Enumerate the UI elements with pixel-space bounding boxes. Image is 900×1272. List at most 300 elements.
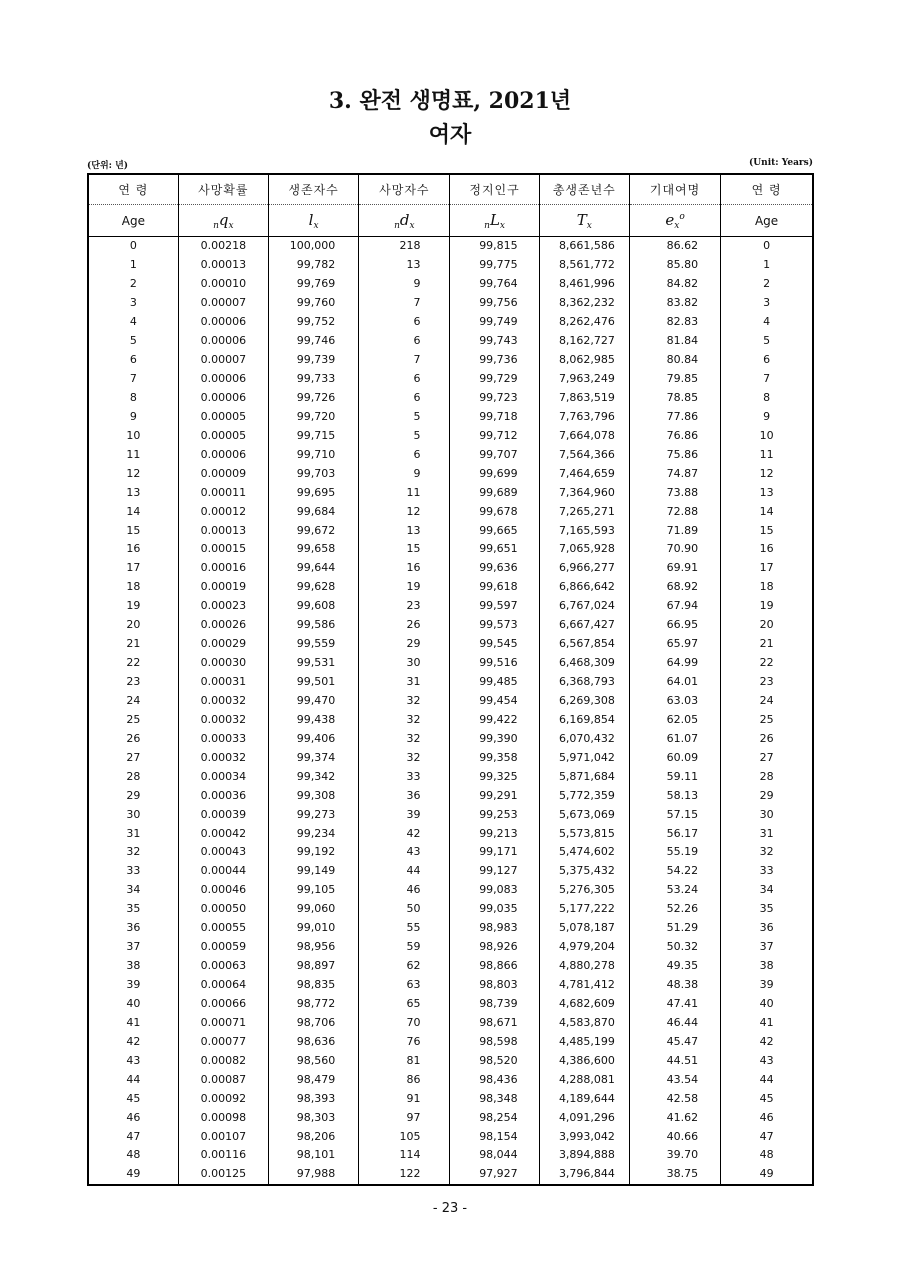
cell-life-expectancy: 86.62	[629, 237, 720, 256]
cell-age: 42	[126, 1034, 141, 1048]
cell-life-expectancy: 43.54	[629, 1070, 720, 1089]
cell-deaths: 26	[359, 616, 450, 635]
table-row	[88, 824, 813, 843]
cell-total-years: 5,375,432	[539, 862, 629, 881]
cell-life-expectancy: 54.22	[629, 862, 720, 881]
cell-age: 41	[126, 1015, 141, 1029]
cell-age: 3	[129, 296, 137, 310]
cell-age-right: 47	[721, 1127, 813, 1146]
cell-stationary-pop: 99,485	[450, 673, 539, 692]
cell-total-years: 6,368,793	[539, 673, 629, 692]
cell-death-prob: 0.00029	[178, 635, 268, 654]
cell-age-right: 45	[721, 1089, 813, 1108]
cell-age: 21	[126, 637, 141, 651]
cell-deaths: 12	[359, 502, 450, 521]
table-row	[88, 710, 813, 729]
cell-age: 22	[126, 656, 141, 670]
cell-age: 17	[126, 561, 141, 575]
cell-death-prob: 0.00005	[178, 426, 268, 445]
cell-survivors: 98,636	[268, 1032, 358, 1051]
cell-life-expectancy: 56.17	[629, 824, 720, 843]
cell-age-right: 26	[721, 729, 813, 748]
cell-survivors: 99,060	[268, 900, 358, 919]
cell-life-expectancy: 67.94	[629, 597, 720, 616]
cell-total-years: 7,664,078	[539, 426, 629, 445]
cell-total-years: 6,866,642	[539, 578, 629, 597]
table-row	[88, 919, 813, 938]
table-row	[88, 351, 813, 370]
cell-age: 9	[129, 409, 137, 423]
cell-survivors: 98,956	[268, 938, 358, 957]
cell-age-right: 15	[721, 521, 813, 540]
cell-age-right: 28	[721, 767, 813, 786]
cell-total-years: 4,189,644	[539, 1089, 629, 1108]
cell-survivors: 98,897	[268, 957, 358, 976]
cell-age-right: 43	[721, 1051, 813, 1070]
cell-life-expectancy: 46.44	[629, 1013, 720, 1032]
cell-deaths: 218	[359, 237, 450, 256]
cell-death-prob: 0.00087	[178, 1070, 268, 1089]
cell-total-years: 5,177,222	[539, 900, 629, 919]
cell-survivors: 99,438	[268, 710, 358, 729]
cell-stationary-pop: 98,348	[450, 1089, 539, 1108]
cell-death-prob: 0.00046	[178, 881, 268, 900]
cell-death-prob: 0.00033	[178, 729, 268, 748]
cell-death-prob: 0.00007	[178, 351, 268, 370]
cell-deaths: 62	[359, 957, 450, 976]
cell-total-years: 7,963,249	[539, 370, 629, 389]
cell-total-years: 4,288,081	[539, 1070, 629, 1089]
table-row	[88, 748, 813, 767]
cell-age-right: 21	[721, 635, 813, 654]
cell-life-expectancy: 50.32	[629, 938, 720, 957]
header-total-years: 총생존년수	[539, 174, 629, 205]
cell-age-right: 34	[721, 881, 813, 900]
table-row	[88, 938, 813, 957]
table-row	[88, 692, 813, 711]
cell-death-prob: 0.00034	[178, 767, 268, 786]
cell-total-years: 6,966,277	[539, 559, 629, 578]
cell-life-expectancy: 42.58	[629, 1089, 720, 1108]
table-row	[88, 957, 813, 976]
cell-age-right: 6	[721, 351, 813, 370]
cell-age: 6	[129, 353, 137, 367]
cell-stationary-pop: 98,671	[450, 1013, 539, 1032]
cell-deaths: 65	[359, 995, 450, 1014]
cell-deaths: 6	[359, 445, 450, 464]
cell-life-expectancy: 55.19	[629, 843, 720, 862]
cell-life-expectancy: 58.13	[629, 786, 720, 805]
cell-stationary-pop: 99,597	[450, 597, 539, 616]
cell-deaths: 16	[359, 559, 450, 578]
cell-survivors: 99,715	[268, 426, 358, 445]
cell-deaths: 32	[359, 748, 450, 767]
cell-age-right: 1	[721, 256, 813, 275]
table-row	[88, 1108, 813, 1127]
table-row	[88, 1032, 813, 1051]
cell-stationary-pop: 99,749	[450, 313, 539, 332]
cell-death-prob: 0.00006	[178, 445, 268, 464]
cell-total-years: 8,362,232	[539, 294, 629, 313]
cell-deaths: 6	[359, 332, 450, 351]
cell-stationary-pop: 99,736	[450, 351, 539, 370]
cell-deaths: 97	[359, 1108, 450, 1127]
cell-stationary-pop: 99,516	[450, 654, 539, 673]
cell-age: 46	[126, 1110, 141, 1124]
cell-death-prob: 0.00006	[178, 370, 268, 389]
cell-age: 8	[129, 390, 137, 404]
cell-death-prob: 0.00116	[178, 1146, 268, 1165]
symbol-nqx: $_nq_x$	[178, 205, 268, 237]
cell-stationary-pop: 98,598	[450, 1032, 539, 1051]
symbol-ex: $e_x^o$	[629, 205, 720, 237]
table-row	[88, 862, 813, 881]
cell-life-expectancy: 69.91	[629, 559, 720, 578]
cell-survivors: 99,149	[268, 862, 358, 881]
cell-age-right: 10	[721, 426, 813, 445]
cell-stationary-pop: 99,291	[450, 786, 539, 805]
cell-stationary-pop: 99,665	[450, 521, 539, 540]
cell-total-years: 8,262,476	[539, 313, 629, 332]
cell-stationary-pop: 98,254	[450, 1108, 539, 1127]
cell-age: 4	[129, 315, 137, 329]
cell-death-prob: 0.00009	[178, 464, 268, 483]
cell-age: 0	[129, 239, 137, 253]
cell-total-years: 6,169,854	[539, 710, 629, 729]
cell-death-prob: 0.00036	[178, 786, 268, 805]
cell-survivors: 100,000	[268, 237, 358, 256]
cell-age: 28	[126, 769, 141, 783]
cell-death-prob: 0.00006	[178, 313, 268, 332]
cell-deaths: 114	[359, 1146, 450, 1165]
cell-life-expectancy: 66.95	[629, 616, 720, 635]
cell-age-right: 13	[721, 483, 813, 502]
cell-survivors: 99,720	[268, 407, 358, 426]
cell-death-prob: 0.00006	[178, 389, 268, 408]
header-death-prob: 사망확률	[178, 174, 268, 205]
cell-stationary-pop: 99,815	[450, 237, 539, 256]
table-row	[88, 370, 813, 389]
cell-total-years: 6,070,432	[539, 729, 629, 748]
cell-age-right: 39	[721, 976, 813, 995]
cell-death-prob: 0.00030	[178, 654, 268, 673]
table-row	[88, 1165, 813, 1185]
cell-survivors: 99,501	[268, 673, 358, 692]
cell-stationary-pop: 99,678	[450, 502, 539, 521]
cell-age-right: 23	[721, 673, 813, 692]
cell-stationary-pop: 99,723	[450, 389, 539, 408]
cell-age: 49	[126, 1167, 141, 1181]
cell-deaths: 122	[359, 1165, 450, 1185]
cell-life-expectancy: 79.85	[629, 370, 720, 389]
cell-stationary-pop: 98,044	[450, 1146, 539, 1165]
cell-death-prob: 0.00010	[178, 275, 268, 294]
cell-life-expectancy: 53.24	[629, 881, 720, 900]
cell-total-years: 5,971,042	[539, 748, 629, 767]
cell-deaths: 13	[359, 521, 450, 540]
cell-stationary-pop: 97,927	[450, 1165, 539, 1185]
cell-survivors: 99,628	[268, 578, 358, 597]
cell-age-right: 16	[721, 540, 813, 559]
cell-age-right: 42	[721, 1032, 813, 1051]
cell-total-years: 5,474,602	[539, 843, 629, 862]
cell-stationary-pop: 99,083	[450, 881, 539, 900]
header-stationary-pop: 정지인구	[450, 174, 539, 205]
table-row	[88, 1127, 813, 1146]
cell-age: 30	[126, 807, 141, 821]
table-row	[88, 995, 813, 1014]
page-title: 3. 완전 생명표, 2021년	[328, 88, 572, 114]
cell-age-right: 30	[721, 805, 813, 824]
cell-age-right: 9	[721, 407, 813, 426]
cell-stationary-pop: 98,739	[450, 995, 539, 1014]
cell-deaths: 15	[359, 540, 450, 559]
cell-stationary-pop: 99,035	[450, 900, 539, 919]
cell-total-years: 3,796,844	[539, 1165, 629, 1185]
cell-life-expectancy: 64.99	[629, 654, 720, 673]
cell-deaths: 5	[359, 407, 450, 426]
cell-age-right: 35	[721, 900, 813, 919]
cell-life-expectancy: 51.29	[629, 919, 720, 938]
cell-life-expectancy: 62.05	[629, 710, 720, 729]
cell-life-expectancy: 70.90	[629, 540, 720, 559]
cell-deaths: 36	[359, 786, 450, 805]
cell-life-expectancy: 83.82	[629, 294, 720, 313]
cell-age: 5	[129, 334, 137, 348]
cell-stationary-pop: 98,520	[450, 1051, 539, 1070]
cell-age: 13	[126, 485, 141, 499]
cell-survivors: 98,835	[268, 976, 358, 995]
cell-total-years: 7,564,366	[539, 445, 629, 464]
cell-deaths: 42	[359, 824, 450, 843]
cell-death-prob: 0.00032	[178, 748, 268, 767]
cell-stationary-pop: 99,422	[450, 710, 539, 729]
cell-life-expectancy: 61.07	[629, 729, 720, 748]
table-row	[88, 729, 813, 748]
cell-deaths: 32	[359, 692, 450, 711]
table-row	[88, 426, 813, 445]
cell-life-expectancy: 72.88	[629, 502, 720, 521]
cell-age: 40	[126, 996, 141, 1010]
cell-age: 1	[129, 258, 137, 272]
cell-death-prob: 0.00016	[178, 559, 268, 578]
cell-age: 12	[126, 466, 141, 480]
cell-total-years: 8,561,772	[539, 256, 629, 275]
cell-total-years: 4,682,609	[539, 995, 629, 1014]
table-row	[88, 445, 813, 464]
cell-stationary-pop: 98,436	[450, 1070, 539, 1089]
cell-deaths: 6	[359, 313, 450, 332]
cell-age-right: 11	[721, 445, 813, 464]
cell-age-right: 29	[721, 786, 813, 805]
cell-total-years: 5,573,815	[539, 824, 629, 843]
cell-survivors: 99,644	[268, 559, 358, 578]
cell-age: 10	[126, 428, 141, 442]
cell-death-prob: 0.00218	[178, 237, 268, 256]
cell-life-expectancy: 76.86	[629, 426, 720, 445]
cell-total-years: 5,871,684	[539, 767, 629, 786]
cell-life-expectancy: 74.87	[629, 464, 720, 483]
cell-stationary-pop: 99,707	[450, 445, 539, 464]
cell-death-prob: 0.00006	[178, 332, 268, 351]
cell-life-expectancy: 84.82	[629, 275, 720, 294]
cell-death-prob: 0.00005	[178, 407, 268, 426]
cell-death-prob: 0.00013	[178, 256, 268, 275]
cell-age-right: 41	[721, 1013, 813, 1032]
cell-death-prob: 0.00032	[178, 710, 268, 729]
cell-deaths: 6	[359, 389, 450, 408]
cell-stationary-pop: 99,775	[450, 256, 539, 275]
cell-stationary-pop: 99,573	[450, 616, 539, 635]
cell-age: 16	[126, 542, 141, 556]
cell-survivors: 99,672	[268, 521, 358, 540]
cell-life-expectancy: 38.75	[629, 1165, 720, 1185]
cell-total-years: 4,485,199	[539, 1032, 629, 1051]
cell-life-expectancy: 45.47	[629, 1032, 720, 1051]
cell-life-expectancy: 68.92	[629, 578, 720, 597]
cell-life-expectancy: 49.35	[629, 957, 720, 976]
cell-death-prob: 0.00125	[178, 1165, 268, 1185]
cell-death-prob: 0.00019	[178, 578, 268, 597]
cell-age-right: 0	[721, 237, 813, 256]
cell-survivors: 99,695	[268, 483, 358, 502]
cell-life-expectancy: 48.38	[629, 976, 720, 995]
cell-stationary-pop: 99,689	[450, 483, 539, 502]
cell-deaths: 9	[359, 275, 450, 294]
cell-death-prob: 0.00013	[178, 521, 268, 540]
cell-deaths: 44	[359, 862, 450, 881]
cell-age-right: 36	[721, 919, 813, 938]
cell-death-prob: 0.00055	[178, 919, 268, 938]
cell-age-right: 44	[721, 1070, 813, 1089]
cell-deaths: 70	[359, 1013, 450, 1032]
table-row	[88, 635, 813, 654]
cell-total-years: 8,062,985	[539, 351, 629, 370]
cell-life-expectancy: 52.26	[629, 900, 720, 919]
cell-age: 2	[129, 277, 137, 291]
cell-stationary-pop: 99,390	[450, 729, 539, 748]
cell-stationary-pop: 98,926	[450, 938, 539, 957]
table-row	[88, 483, 813, 502]
cell-age: 19	[126, 599, 141, 613]
cell-life-expectancy: 81.84	[629, 332, 720, 351]
cell-survivors: 97,988	[268, 1165, 358, 1185]
table-row	[88, 1070, 813, 1089]
cell-total-years: 5,673,069	[539, 805, 629, 824]
cell-life-expectancy: 80.84	[629, 351, 720, 370]
cell-age: 38	[126, 959, 141, 973]
cell-age: 48	[126, 1148, 141, 1162]
cell-deaths: 13	[359, 256, 450, 275]
cell-age: 14	[126, 504, 141, 518]
cell-deaths: 81	[359, 1051, 450, 1070]
cell-stationary-pop: 99,325	[450, 767, 539, 786]
table-row	[88, 1051, 813, 1070]
table-row	[88, 464, 813, 483]
table-row	[88, 540, 813, 559]
table-row	[88, 1146, 813, 1165]
cell-total-years: 7,464,659	[539, 464, 629, 483]
cell-stationary-pop: 98,803	[450, 976, 539, 995]
cell-life-expectancy: 39.70	[629, 1146, 720, 1165]
table-row	[88, 1013, 813, 1032]
cell-age: 31	[126, 826, 141, 840]
cell-deaths: 5	[359, 426, 450, 445]
cell-age: 20	[126, 618, 141, 632]
cell-death-prob: 0.00066	[178, 995, 268, 1014]
cell-life-expectancy: 64.01	[629, 673, 720, 692]
cell-survivors: 99,733	[268, 370, 358, 389]
cell-death-prob: 0.00064	[178, 976, 268, 995]
cell-age: 47	[126, 1129, 141, 1143]
cell-total-years: 6,767,024	[539, 597, 629, 616]
cell-death-prob: 0.00026	[178, 616, 268, 635]
unit-label-korean: (단위: 년)	[87, 161, 129, 171]
table-row	[88, 389, 813, 408]
cell-age-right: 22	[721, 654, 813, 673]
cell-survivors: 98,101	[268, 1146, 358, 1165]
cell-total-years: 6,269,308	[539, 692, 629, 711]
cell-survivors: 98,479	[268, 1070, 358, 1089]
cell-life-expectancy: 47.41	[629, 995, 720, 1014]
cell-age: 34	[126, 883, 141, 897]
cell-deaths: 7	[359, 294, 450, 313]
cell-stationary-pop: 99,718	[450, 407, 539, 426]
cell-total-years: 7,165,593	[539, 521, 629, 540]
cell-survivors: 99,308	[268, 786, 358, 805]
cell-deaths: 76	[359, 1032, 450, 1051]
cell-age: 25	[126, 712, 141, 726]
cell-deaths: 39	[359, 805, 450, 824]
table-row	[88, 256, 813, 275]
table-row	[88, 237, 813, 256]
cell-stationary-pop: 99,358	[450, 748, 539, 767]
table-row	[88, 597, 813, 616]
cell-survivors: 98,393	[268, 1089, 358, 1108]
cell-survivors: 99,684	[268, 502, 358, 521]
cell-age: 39	[126, 978, 141, 992]
cell-stationary-pop: 98,983	[450, 919, 539, 938]
cell-survivors: 99,739	[268, 351, 358, 370]
table-row	[88, 275, 813, 294]
cell-survivors: 99,703	[268, 464, 358, 483]
cell-life-expectancy: 82.83	[629, 313, 720, 332]
header-age-en: Age	[88, 205, 178, 237]
cell-life-expectancy: 78.85	[629, 389, 720, 408]
table-row	[88, 786, 813, 805]
cell-death-prob: 0.00082	[178, 1051, 268, 1070]
cell-age-right: 2	[721, 275, 813, 294]
life-table	[87, 173, 814, 1186]
cell-age-right: 14	[721, 502, 813, 521]
cell-life-expectancy: 63.03	[629, 692, 720, 711]
cell-death-prob: 0.00063	[178, 957, 268, 976]
cell-survivors: 99,531	[268, 654, 358, 673]
cell-age: 35	[126, 902, 141, 916]
cell-age: 24	[126, 693, 141, 707]
cell-survivors: 99,342	[268, 767, 358, 786]
cell-age-right: 40	[721, 995, 813, 1014]
cell-age-right: 49	[721, 1165, 813, 1185]
cell-total-years: 7,065,928	[539, 540, 629, 559]
cell-stationary-pop: 98,154	[450, 1127, 539, 1146]
cell-survivors: 99,586	[268, 616, 358, 635]
cell-death-prob: 0.00092	[178, 1089, 268, 1108]
cell-total-years: 5,772,359	[539, 786, 629, 805]
cell-stationary-pop: 99,699	[450, 464, 539, 483]
cell-survivors: 98,303	[268, 1108, 358, 1127]
cell-life-expectancy: 85.80	[629, 256, 720, 275]
